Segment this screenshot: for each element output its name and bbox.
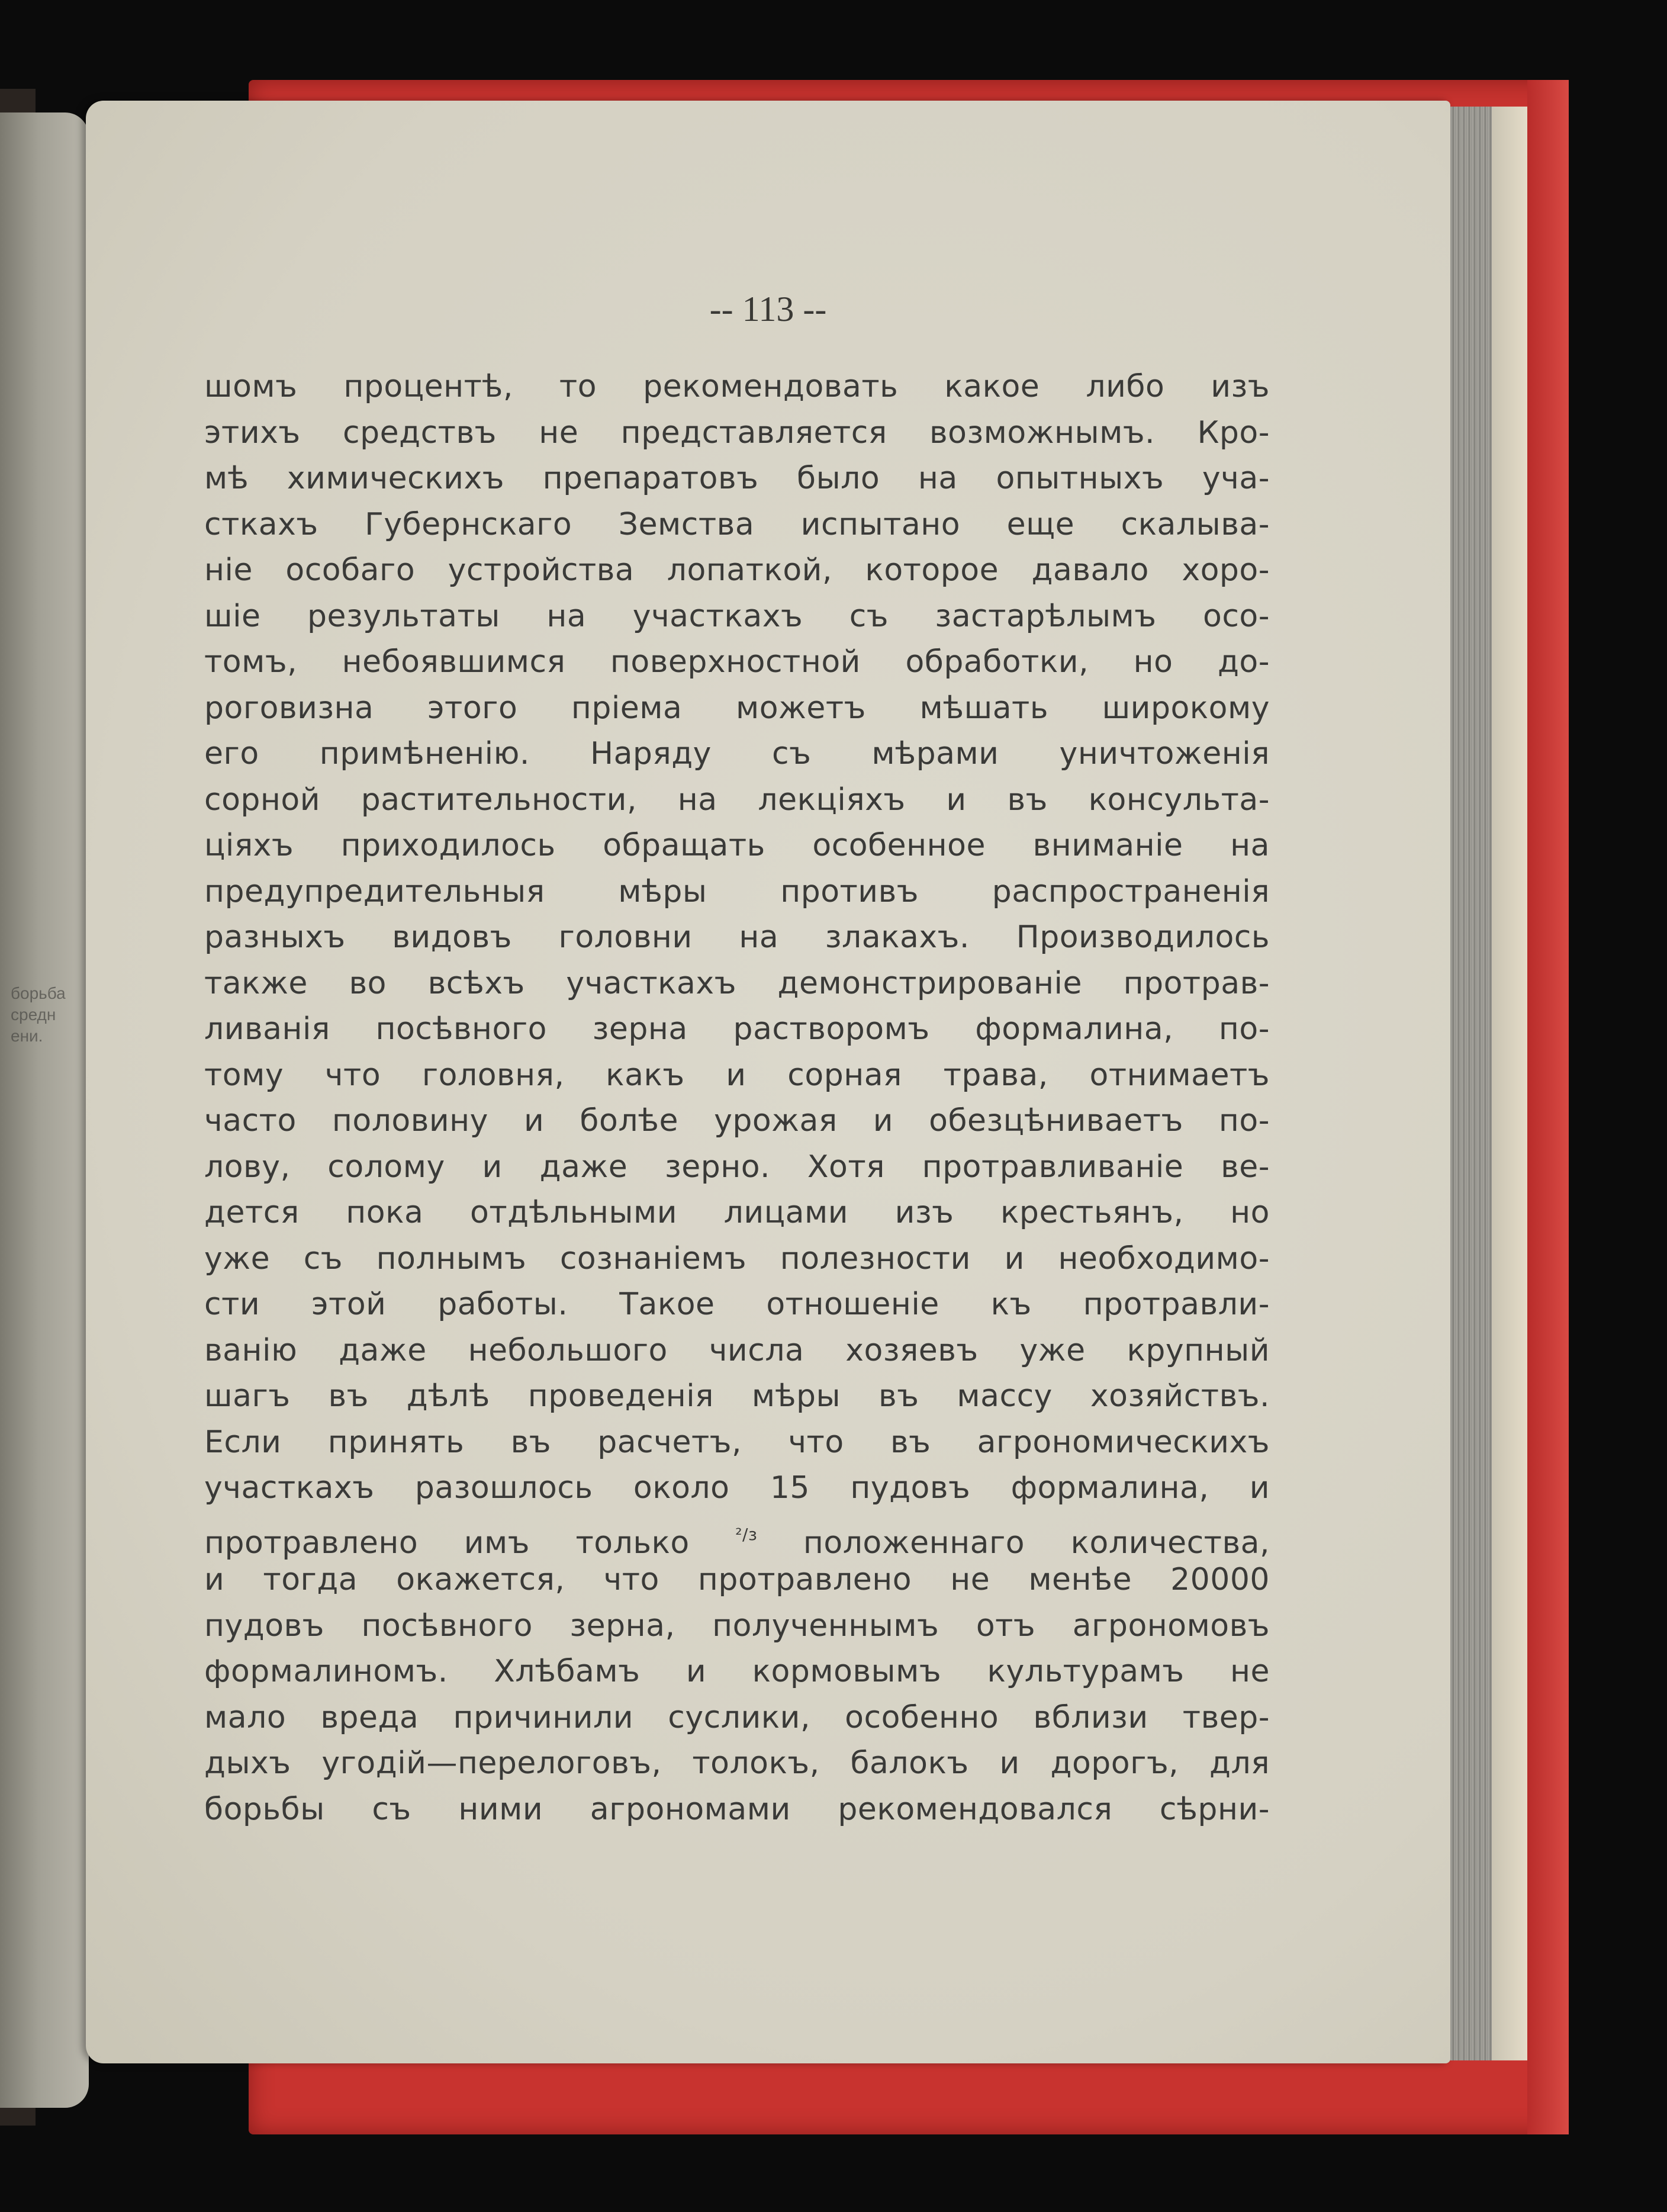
fraction: ²/з: [735, 1524, 758, 1544]
text-line: мѣ химическихъ препаратовъ было на опытныхъ уча-: [204, 461, 1270, 496]
text-line: Если принять въ расчетъ, что въ агрономическихъ: [204, 1424, 1270, 1460]
body-text: [204, 364, 1270, 1832]
text-line: дыхъ угодій—перелоговъ, толокъ, балокъ и дорогъ, для: [204, 1745, 1270, 1781]
text-line: шомъ процентѣ, то рекомендовать какое либо изъ: [204, 369, 1270, 404]
left-page-fragments: [11, 983, 66, 1047]
text-line: и тогда окажется, что протравлено не менѣе 20000: [204, 1562, 1270, 1597]
left-page-fragment: борьба: [11, 984, 66, 1002]
text-line: часто половину и болѣе урожая и обезцѣниваетъ по-: [204, 1103, 1270, 1139]
cover-edge: [1527, 80, 1569, 2134]
text-line: борьбы съ ними агрономами рекомендовался сѣрни-: [204, 1791, 1270, 1827]
left-page-fragment: ени.: [11, 1027, 43, 1045]
text-line: этихъ средствъ не представляется возможнымъ. Кро-: [204, 414, 1270, 451]
text-line: шагъ въ дѣлѣ проведенія мѣры въ массу хозяйствъ.: [204, 1378, 1270, 1414]
page-block-edge-light: [1492, 107, 1527, 2060]
text-line: участкахъ разошлось около 15 пудовъ формалина, и: [204, 1470, 1270, 1506]
text-line: разныхъ видовъ головни на злакахъ. Производилось: [204, 919, 1270, 955]
left-facing-page: [0, 112, 89, 2108]
text-line: тому что головня, какъ и сорная трава, отнимаетъ: [204, 1057, 1270, 1093]
text-line: шіе результаты на участкахъ съ застарѣлымъ осо-: [204, 598, 1270, 634]
text-line: сорной растительности, на лекціяхъ и въ консульта-: [204, 782, 1270, 818]
text-line: дется пока отдѣльными лицами изъ крестьянъ, но: [204, 1195, 1270, 1230]
fraction-line-before: протравлено имъ только: [204, 1525, 690, 1561]
text-line: ливанія посѣвного зерна растворомъ формалина, по-: [204, 1011, 1270, 1047]
text-line: ванію даже небольшого числа хозяевъ уже крупный: [204, 1332, 1270, 1368]
text-line: его примѣненію. Наряду съ мѣрами уничтоженія: [204, 736, 1270, 771]
text-line: ціяхъ приходилось обращать особенное вниманіе на: [204, 828, 1270, 863]
fraction-line-after: положеннаго количества,: [803, 1525, 1270, 1561]
text-line: ніе особаго устройства лопаткой, которое давало хоро-: [204, 552, 1270, 588]
text-line: сти этой работы. Такое отношеніе къ протравли-: [204, 1287, 1270, 1322]
text-line: роговизна этого пріема можетъ мѣшать широкому: [204, 690, 1270, 726]
text-line: пудовъ посѣвного зерна, полученнымъ отъ агрономовъ: [204, 1607, 1270, 1644]
text-line: также во всѣхъ участкахъ демонстрированіе протрав-: [204, 965, 1270, 1001]
text-line: томъ, небоявшимся поверхностной обработки, но до-: [204, 644, 1270, 680]
book-page: [86, 101, 1450, 2063]
left-page-fragment: средн: [11, 1005, 56, 1024]
text-line: формалиномъ. Хлѣбамъ и кормовымъ культурамъ не: [204, 1654, 1270, 1689]
text-line-with-fraction: [204, 1512, 1270, 1561]
text-line: лову, солому и даже зерно. Хотя протравливаніе ве-: [204, 1149, 1270, 1185]
text-line: уже съ полнымъ сознаніемъ полезности и необходимо-: [204, 1240, 1270, 1277]
page-number: -- 113 --: [709, 290, 827, 329]
text-line: сткахъ Губернскаго Земства испытано еще скалыва-: [204, 506, 1270, 542]
text-line: предупредительныя мѣры противъ распространенія: [204, 873, 1270, 909]
text-line: мало вреда причинили суслики, особенно вблизи твер-: [204, 1699, 1270, 1735]
